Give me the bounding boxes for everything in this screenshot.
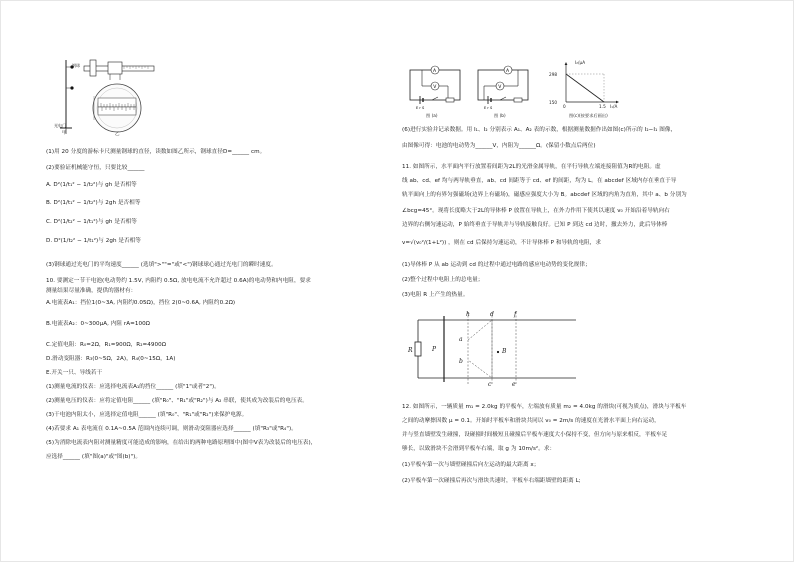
p12-q2: (2)平板车第一次碰撞后再次与滑块共速时，平板车右端距墙壁的距离 L; [402,478,581,484]
p11-line4: ∠bcg=45°。现将长度略大于2L的导体棒 P 放置在导轨上，在外力作用下使其以速度 v₀ 开始沿着导轨向右 [402,208,670,214]
graph-caption: 图(c)(按要求后画出) [569,113,608,118]
caption-jia: 甲 [62,131,67,136]
p11-line5: 边界的右侧匀速运动，P 始终垂直于导轨并与导轨接触良好。已知 P 到达 cd 边时，撤去外力，此后导体棒 [402,222,668,228]
option-b: B. D²(1/t₁² − 1/t₂²)与 2gh 是否相等 [46,200,141,206]
mag-label-d: d [490,311,494,318]
p10-equip-e: E.开关一只、导线若干 [46,370,103,376]
circuit-b-caption: 图 (b) [494,113,506,118]
mag-label-c: c [488,381,492,388]
q6-line1: (6)进行实验并记录数据。用 I₁、I₂ 分别表示 A₁、A₂ 表的示数，根据测量数据作出如图(c)所示的 I₂−I₁ 图像， [402,127,677,133]
mag-label-B: B [502,348,507,355]
mag-label-b: b [459,358,463,365]
svg-text:A: A [506,69,510,74]
svg-text:A: A [433,69,437,74]
q-compare: (2)要验证机械能守恒，只要比较______ [46,165,145,171]
mag-label-P: P [432,346,437,353]
svg-text:E r S: E r S [484,106,493,110]
circuit-a-caption: 图 (a) [426,113,438,118]
graph-xlabel: I₁/A [610,104,618,109]
p10-q3: (3)干电池内阻太小，应选择定值电阻______ (填"R₀"、"R₁"或"R₂")来保护电源。 [46,412,248,418]
p10-equip-d: D.滑动变阻器：R₃(0~5Ω，2A)，R₄(0~15Ω，1A) [46,356,176,362]
q-diameter: (1)用 20 分度的游标卡尺测量钢球的直径，读数如图乙所示，钢球直径D=______ cm。 [46,149,266,155]
p12-line2: 之间的动摩擦因数 μ = 0.1。开始时平板车和滑块共同以 v₀ = 2m/s 的速度在光滑水平面上向右运动， [402,418,660,424]
p12-line4: 够长，以致滑块不会滑到平板车右端，取 g 为 10m/s²。求： [402,446,556,452]
p10-intro-line2: 测量结果尽量准确，提供的器材有： [46,288,137,294]
p10-intro-line1: 10. 要测定一节干电池(电动势约 1.5V, 内阻约 0.5Ω, 放电电流不允许超过 0.6A)的电动势和内电阻，要求 [46,278,311,284]
svg-text:V: V [433,85,437,90]
p10-q1: (1)测量电流的仪表：应选择电流表A₁的挡位______ (填"1"或者"2")。 [46,384,220,390]
q6-line2: 由图像可得：电池的电动势为______V，内阻为______Ω。(保留小数点后两位) [402,143,596,149]
graph-y-bottom: 150 [549,100,558,105]
mag-label-R: R [408,347,413,354]
p10-q5-line1: (5)为消除电流表内阻对测量精度可能造成的影响，在给出的两种电路原理图中(图中V表为改装后的电压表)， [46,440,317,446]
p10-q4: (4)若要求 A₁ 表电流在 0.1A~0.5A 范围内连续可调，则滑动变阻器应选择______ (填"R₃"或"R₄")。 [46,426,297,432]
p10-q5-line2: 应选择______ (填"图(a)"或"图(b)")。 [46,454,142,460]
p10-equip-b: B.电流表A₂：0~300μA, 内阻 rA=100Ω [46,321,151,327]
p11-line2: 线 ab、cd、ef 均与两导轨垂直，ab、cd 间距等于 cd、ef 的间距，均为 L。在 abcdef 区域内存在垂直于导 [402,178,677,184]
graph-y-top: 298 [549,72,558,77]
p11-q3: (3)电阻 R 上产生的热量。 [402,292,469,298]
mag-label-h: h [466,311,470,318]
p12-line1: 12. 如图所示，一辆质量 m₁ = 2.0kg 的平板车，左端放有质量 m₂ = 4.0kg 的滑块(可视为质点)，滑块与平板车 [402,404,687,410]
caption-yi: 乙 [115,132,120,137]
p10-equip-c: C.定值电阻：R₀=2Ω，R₁=900Ω，R₂=4900Ω [46,342,167,348]
svg-text:E r S: E r S [416,106,425,110]
label-steel-ball: 钢球 [72,63,81,68]
p11-line3: 轨平面向上的有界匀强磁场(边界上有磁场)，磁感应强度大小为 B。abcdef 区域的内角为直角，其中 a、b 分别为 [402,192,687,198]
p10-q2: (2)测量电压的仪表：应将定值电阻______ (填"R₀"、"R₁"或"R₂")与 A₂ 串联，使其成为改装后的电压表。 [46,398,308,404]
mag-label-e: e [512,381,516,388]
p11-q1: (1)导体棒 P 从 ab 运动到 cd 的过程中通过电路的感应电动势的变化规律； [402,262,591,268]
circuit-b [476,64,532,112]
graph-x-end: 1.5 [599,104,606,109]
option-d: D. D²(1/t₂² − 1/t₁²)与 2gh 是否相等 [46,238,141,244]
p11-line6: v=√(v₀²/(1+L²)) ，则在 cd 后保持匀速运动，不计导体棒 P 和导轨的电阻，求 [402,240,602,246]
q-average-velocity: (3)钢球通过光电门的平均速度______ (选填">""="或"<")钢球球心通过光电门的瞬时速度。 [46,262,277,268]
circuit-a [408,64,464,112]
label-photogate: 光电门 [54,123,67,128]
option-a: A. D²(1/t₁² − 1/t₂²)与 gh 是否相等 [46,182,137,188]
p10-equip-a: A.电流表A₁：挡位1(0~3A, 内阻约0.05Ω)，挡位 2(0~0.6A, 内阻约0.2Ω) [46,300,236,306]
graph-ylabel: I₂/μA [575,60,586,65]
p11-q2: (2)整个过程中电阻上的总电量； [402,277,484,283]
p12-line3: 并与竖直墙壁发生碰撞，设碰撞时间极短且碰撞后平板车速度大小保持不变，但方向与原来相反，平板车足 [402,432,668,438]
apparatus-figure [60,58,170,140]
option-c: C. D²(1/t₂² − 1/t₁²)与 gh 是否相等 [46,219,137,225]
p11-line1: 11. 如图所示，水平面内平行放置着间距为2L的光滑金属导轨，在平行导轨左端连接阻值为R的电阻。虚 [402,164,661,170]
svg-text:V: V [498,85,502,90]
mag-label-a: a [459,336,463,343]
p12-q1: (1)平板车第一次与墙壁碰撞后向左运动的最大距离 x； [402,462,540,468]
mag-label-f: f [514,311,517,318]
graph-x-origin: 0 [563,104,566,109]
